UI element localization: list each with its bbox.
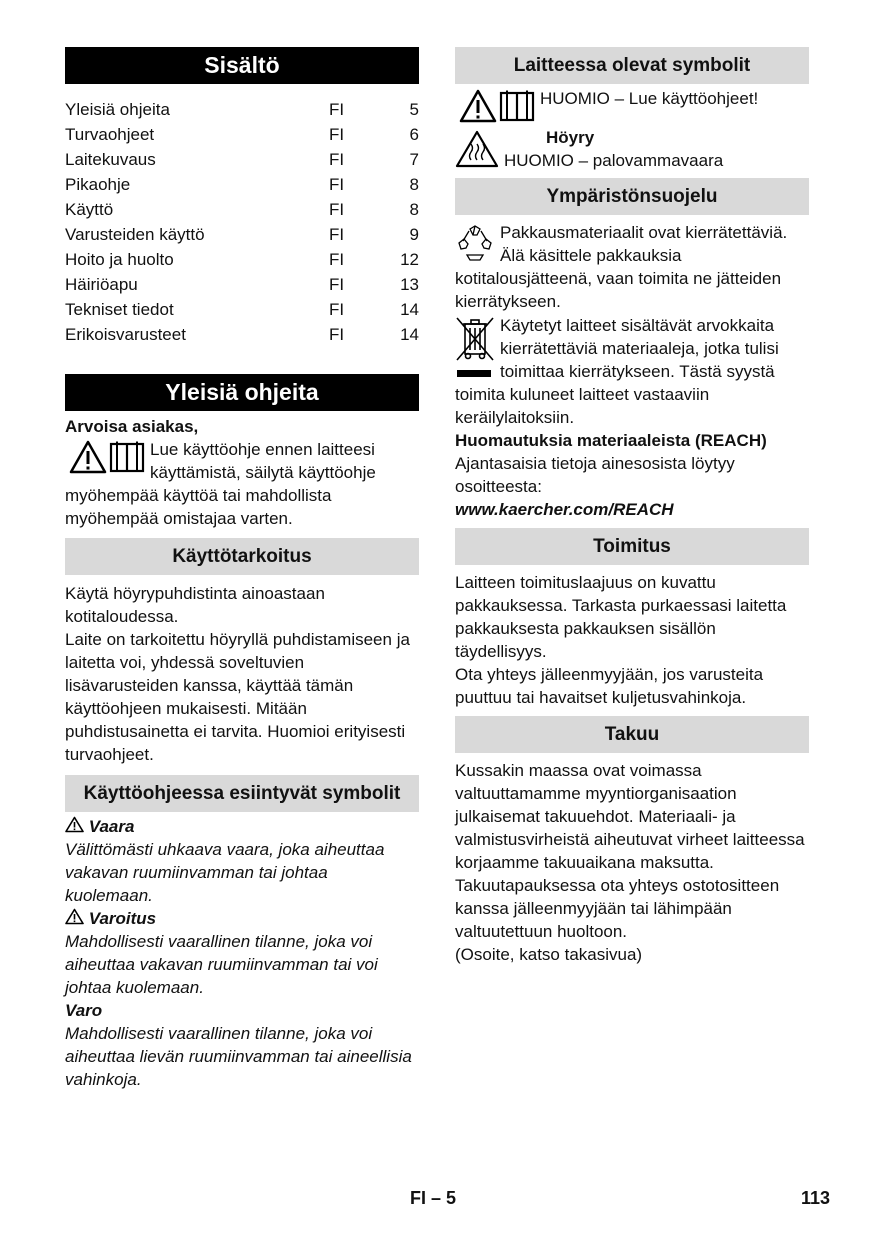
warning-triangle-icon: [65, 816, 84, 833]
purpose-text-1: Käytä höyrypuhdistinta ainoastaan kotitaloudessa.: [65, 584, 325, 626]
toc-title: Laitekuvaus: [65, 150, 156, 169]
toc-title: Pikaohje: [65, 175, 131, 194]
toc-page: 12: [400, 250, 419, 269]
toc-title: Erikoisvarusteet: [65, 325, 186, 344]
steam-title: Höyry: [546, 128, 595, 147]
toc-lang: FI: [329, 175, 345, 194]
toc-page: 8: [409, 175, 419, 194]
toc-page: 8: [409, 200, 419, 219]
toc-page: 6: [409, 125, 419, 144]
device-symbols-heading: Laitteessa olevat symbolit: [455, 47, 809, 84]
danger-title: Vaara: [65, 815, 419, 838]
symbols-heading: Käyttöohjeessa esiintyvät symbolit: [65, 775, 419, 812]
toc-page: 14: [400, 300, 419, 319]
delivery-heading: Toimitus: [455, 528, 809, 565]
toc-lang: FI: [329, 150, 345, 169]
warning-triangle-icon: [459, 89, 497, 123]
packaging-icons: [455, 223, 495, 263]
toc-row[interactable]: [65, 97, 419, 122]
toc-row[interactable]: [65, 197, 419, 222]
toc-title: Tekniset tiedot: [65, 300, 174, 319]
intro-block: [65, 438, 419, 530]
toc-title: Hoito ja huolto: [65, 250, 174, 269]
warranty-text-2: (Osoite, katso takasivua): [455, 945, 643, 964]
toc-page: 13: [400, 275, 419, 294]
delivery-text-2: Ota yhteys jälleenmyyjään, jos varusteita puuttuu tai havaitset kuljetusvahinkoja.: [455, 665, 764, 707]
toc-title: Häiriöapu: [65, 275, 138, 294]
toc-row[interactable]: [65, 272, 419, 297]
steam-warning-icons: [455, 130, 499, 168]
warranty-text-1: Kussakin maassa ovat voimassa valtuuttamamme myyntiorganisaation julkaisemat takuuehdot. Materiaali- ja valmistusvirheistä aiheutuvat virheet laitteessa korjaamme takuuaikana maksutta. Takuutapauksessa ota yhteys ostotositteen kanssa jälleenmyyjään tai lähimpään valtuutettuun huoltoon.: [455, 761, 805, 941]
danger-text: Välittömästi uhkaava vaara, joka aiheuttaa vakavan ruumiinvamman tai johtaa kuolemaan.: [65, 840, 385, 905]
toc-row[interactable]: [65, 172, 419, 197]
steam-symbol-row: [455, 126, 809, 172]
toc-lang: FI: [329, 225, 345, 244]
recycle-icon: [455, 223, 495, 263]
footer-page-number: 113: [801, 1188, 831, 1208]
toc-heading: Sisältö: [65, 47, 419, 84]
toc-row[interactable]: [65, 122, 419, 147]
steam-symbol-text: [504, 126, 723, 172]
packaging-block: [455, 221, 809, 313]
greeting: Arvoisa asiakas,: [65, 417, 199, 436]
toc-title: Turvaohjeet: [65, 125, 155, 144]
toc-page: 14: [400, 325, 419, 344]
toc-lang: FI: [329, 275, 345, 294]
delivery-text-1: Laitteen toimituslaajuus on kuvattu pakkauksessa. Tarkasta purkaessasi laitetta pakkauksesta pakkauksen sisällön täydellisyys.: [455, 573, 787, 661]
disposal-text: Käytetyt laitteet sisältävät arvokkaita kierrätettäviä materiaaleja, jotka tulisi toimittaa kierrätykseen. Tästä syystä toimita kuluneet laitteet vastaaviin keräilylaitoksiin.: [455, 316, 779, 427]
toc-lang: FI: [329, 100, 345, 119]
manual-symbol-text: HUOMIO – Lue käyttöohjeet!: [540, 89, 759, 108]
manual-symbol-row: [455, 89, 809, 123]
disposal-block: [455, 314, 809, 429]
toc-row[interactable]: [65, 147, 419, 172]
packaging-text: Pakkausmateriaalit ovat kierrätettäviä. Älä käsittele pakkauksia kotitalousjätteenä, vaan toimita ne jätteiden kierrätykseen.: [455, 223, 788, 311]
warning-text: Mahdollisesti vaarallinen tilanne, joka voi aiheuttaa vakavan ruumiinvamman tai voi johtaa kuolemaan.: [65, 932, 378, 997]
toc-lang: FI: [329, 325, 345, 344]
table-of-contents: [65, 97, 419, 347]
warning-title: Varoitus: [65, 907, 419, 930]
caution-text: Mahdollisesti vaarallinen tilanne, joka voi aiheuttaa lievän ruumiinvamman tai aineellisia vahinkoja.: [65, 1024, 412, 1089]
manual-book-icon: [109, 440, 145, 474]
toc-title: Käyttö: [65, 200, 114, 219]
hot-steam-warning-icon: [455, 130, 499, 168]
toc-lang: FI: [329, 200, 345, 219]
environment-heading: Ympäristönsuojelu: [455, 178, 809, 215]
disposal-icons: [455, 316, 495, 380]
toc-title: Yleisiä ohjeita: [65, 100, 170, 119]
footer-language-page: FI – 5: [410, 1188, 457, 1208]
purpose-text-2: Laite on tarkoitettu höyryllä puhdistamiseen ja laitetta voi, yhdessä soveltuvien lisävarusteiden kanssa, käyttää tämän käyttöohjeen mukaisesti. Mitään puhdistusainetta ei tarvita. Huomioi erityisesti turvaohjeet.: [65, 630, 410, 764]
crossed-bin-icon: [455, 316, 495, 380]
warning-triangle-icon: [65, 908, 84, 925]
toc-lang: FI: [329, 300, 345, 319]
general-heading: Yleisiä ohjeita: [65, 374, 419, 411]
manual-warning-icons: [459, 89, 535, 123]
toc-lang: FI: [329, 250, 345, 269]
toc-page: 5: [409, 100, 419, 119]
toc-page: 9: [409, 225, 419, 244]
manual-warning-icons: [69, 440, 145, 474]
caution-title: Varo: [65, 1001, 103, 1020]
reach-link[interactable]: www.kaercher.com/REACH: [455, 500, 674, 519]
toc-row[interactable]: [65, 297, 419, 322]
toc-row[interactable]: [65, 247, 419, 272]
toc-row[interactable]: [65, 222, 419, 247]
steam-text: HUOMIO – palovammavaara: [504, 151, 724, 170]
toc-title: Varusteiden käyttö: [65, 225, 205, 244]
toc-row[interactable]: [65, 322, 419, 347]
warning-triangle-icon: [69, 440, 107, 474]
purpose-heading: Käyttötarkoitus: [65, 538, 419, 575]
left-column: [65, 47, 419, 1091]
intro-text: Lue käyttöohje ennen laitteesi käyttämistä, säilytä käyttöohje myöhempää käyttöä tai mahdollista myöhempää omistajaa varten.: [65, 440, 376, 528]
toc-page: 7: [409, 150, 419, 169]
manual-book-icon: [499, 89, 535, 123]
warranty-heading: Takuu: [455, 716, 809, 753]
toc-lang: FI: [329, 125, 345, 144]
reach-title: Huomautuksia materiaaleista (REACH): [455, 431, 767, 450]
right-column: [455, 47, 809, 966]
reach-text: Ajantasaisia tietoja ainesosista löytyy osoitteesta:: [455, 454, 735, 496]
